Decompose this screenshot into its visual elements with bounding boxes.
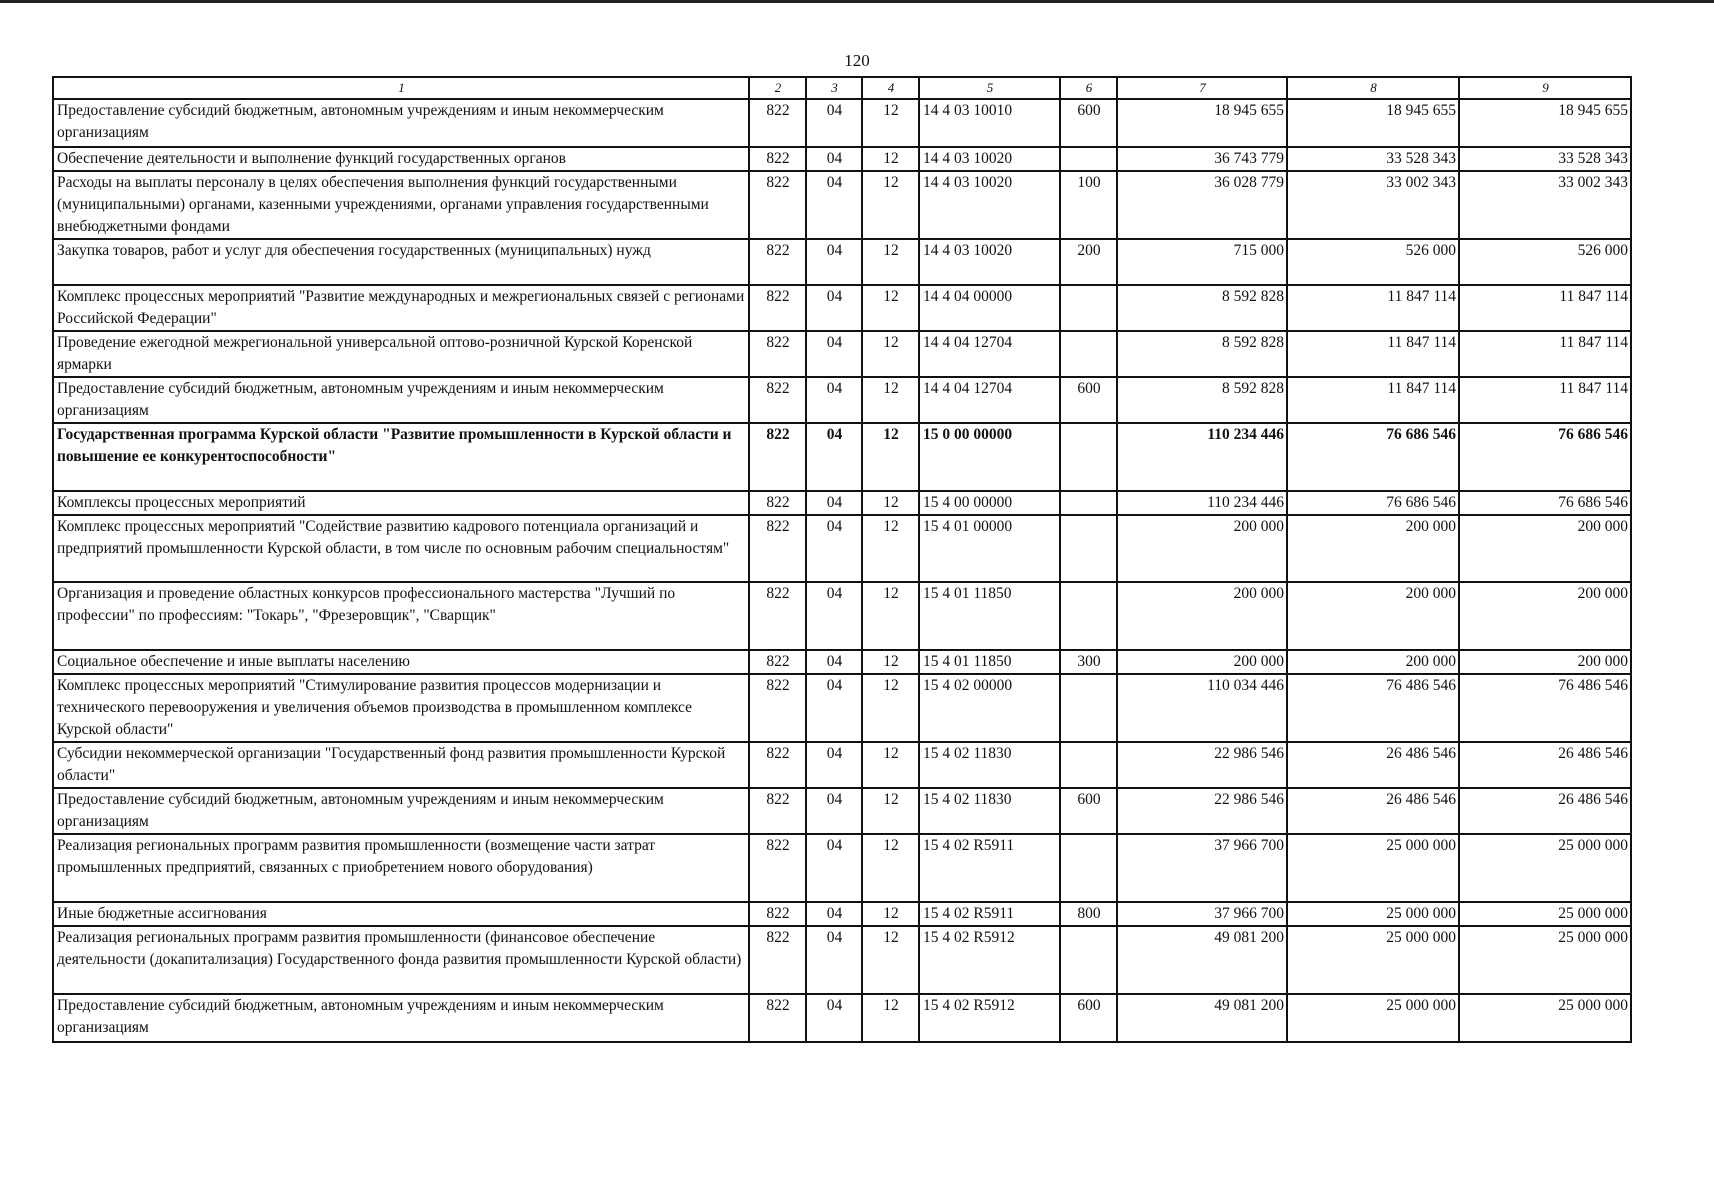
- row-target-article-code: 15 4 02 00000: [919, 674, 1060, 742]
- row-grbs-code: 822: [749, 788, 806, 834]
- row-amount-col8: 200 000: [1287, 582, 1459, 650]
- row-amount-col8: 11 847 114: [1287, 377, 1459, 423]
- row-target-article-code: 14 4 03 10010: [919, 99, 1060, 147]
- row-description: Иные бюджетные ассигнования: [53, 902, 749, 926]
- row-amount-col7: 715 000: [1117, 239, 1287, 285]
- row-target-article-code: 14 4 03 10020: [919, 239, 1060, 285]
- row-section-code: 04: [806, 285, 862, 331]
- row-subsection-code: 12: [862, 902, 919, 926]
- row-subsection-code: 12: [862, 491, 919, 515]
- row-amount-col7: 37 966 700: [1117, 834, 1287, 902]
- row-grbs-code: 822: [749, 582, 806, 650]
- row-amount-col9: 25 000 000: [1459, 994, 1631, 1042]
- row-section-code: 04: [806, 515, 862, 582]
- row-amount-col8: 25 000 000: [1287, 926, 1459, 994]
- row-amount-col9: 11 847 114: [1459, 285, 1631, 331]
- row-description: Расходы на выплаты персоналу в целях обеспечения выполнения функций государственными (муниципальными) органами, казенными учреждениями, органами управления государственными внебюджетными фондами: [53, 171, 749, 239]
- row-grbs-code: 822: [749, 515, 806, 582]
- row-expense-type-code: [1060, 147, 1117, 171]
- table-row: [53, 171, 1631, 239]
- row-amount-col7: 8 592 828: [1117, 377, 1287, 423]
- row-section-code: 04: [806, 788, 862, 834]
- row-amount-col9: 33 528 343: [1459, 147, 1631, 171]
- table-row: [53, 423, 1631, 491]
- table-row: [53, 834, 1631, 902]
- row-amount-col9: 26 486 546: [1459, 788, 1631, 834]
- row-description: Комплексы процессных мероприятий: [53, 491, 749, 515]
- row-subsection-code: 12: [862, 377, 919, 423]
- row-amount-col8: 200 000: [1287, 650, 1459, 674]
- table-row: [53, 331, 1631, 377]
- row-subsection-code: 12: [862, 994, 919, 1042]
- row-subsection-code: 12: [862, 515, 919, 582]
- table-row: [53, 788, 1631, 834]
- row-section-code: 04: [806, 491, 862, 515]
- row-description: Проведение ежегодной межрегиональной универсальной оптово-розничной Курской Коренской ярмарки: [53, 331, 749, 377]
- row-amount-col8: 11 847 114: [1287, 331, 1459, 377]
- column-header-6: 6: [1060, 77, 1117, 99]
- row-subsection-code: 12: [862, 674, 919, 742]
- row-section-code: 04: [806, 834, 862, 902]
- row-amount-col9: 76 686 546: [1459, 491, 1631, 515]
- row-target-article-code: 15 4 00 00000: [919, 491, 1060, 515]
- row-section-code: 04: [806, 902, 862, 926]
- row-amount-col9: 25 000 000: [1459, 902, 1631, 926]
- row-amount-col7: 110 034 446: [1117, 674, 1287, 742]
- table-row: [53, 377, 1631, 423]
- row-expense-type-code: [1060, 582, 1117, 650]
- row-expense-type-code: [1060, 674, 1117, 742]
- column-header-8: 8: [1287, 77, 1459, 99]
- column-header-7: 7: [1117, 77, 1287, 99]
- row-amount-col7: 37 966 700: [1117, 902, 1287, 926]
- row-section-code: 04: [806, 423, 862, 491]
- row-amount-col8: 18 945 655: [1287, 99, 1459, 147]
- row-grbs-code: 822: [749, 377, 806, 423]
- row-grbs-code: 822: [749, 834, 806, 902]
- row-expense-type-code: 100: [1060, 171, 1117, 239]
- column-header-4: 4: [862, 77, 919, 99]
- row-grbs-code: 822: [749, 742, 806, 788]
- table-row: [53, 491, 1631, 515]
- row-section-code: 04: [806, 650, 862, 674]
- row-amount-col7: 200 000: [1117, 650, 1287, 674]
- row-amount-col9: 25 000 000: [1459, 834, 1631, 902]
- row-target-article-code: 14 4 03 10020: [919, 147, 1060, 171]
- row-section-code: 04: [806, 674, 862, 742]
- row-amount-col7: 110 234 446: [1117, 423, 1287, 491]
- row-amount-col8: 11 847 114: [1287, 285, 1459, 331]
- row-grbs-code: 822: [749, 902, 806, 926]
- row-expense-type-code: [1060, 491, 1117, 515]
- row-target-article-code: 15 4 02 11830: [919, 788, 1060, 834]
- row-expense-type-code: 300: [1060, 650, 1117, 674]
- row-grbs-code: 822: [749, 285, 806, 331]
- row-subsection-code: 12: [862, 423, 919, 491]
- table-row: [53, 926, 1631, 994]
- row-subsection-code: 12: [862, 650, 919, 674]
- row-amount-col8: 200 000: [1287, 515, 1459, 582]
- row-amount-col9: 25 000 000: [1459, 926, 1631, 994]
- row-amount-col7: 49 081 200: [1117, 926, 1287, 994]
- row-amount-col9: 76 486 546: [1459, 674, 1631, 742]
- row-expense-type-code: [1060, 285, 1117, 331]
- column-header-1: 1: [53, 77, 749, 99]
- row-description: Закупка товаров, работ и услуг для обеспечения государственных (муниципальных) нужд: [53, 239, 749, 285]
- row-description: Социальное обеспечение и иные выплаты населению: [53, 650, 749, 674]
- row-expense-type-code: [1060, 742, 1117, 788]
- row-grbs-code: 822: [749, 994, 806, 1042]
- row-description: Комплекс процессных мероприятий "Развитие международных и межрегиональных связей с регионами Российской Федерации": [53, 285, 749, 331]
- scan-top-edge-line: [0, 0, 1714, 3]
- row-target-article-code: 15 4 02 R5912: [919, 926, 1060, 994]
- row-amount-col9: 200 000: [1459, 650, 1631, 674]
- table-row: [53, 650, 1631, 674]
- row-description: Предоставление субсидий бюджетным, автономным учреждениям и иным некоммерческим организациям: [53, 788, 749, 834]
- table-row: [53, 742, 1631, 788]
- row-section-code: 04: [806, 171, 862, 239]
- row-amount-col7: 8 592 828: [1117, 331, 1287, 377]
- row-subsection-code: 12: [862, 788, 919, 834]
- row-description: Комплекс процессных мероприятий "Стимулирование развития процессов модернизации и технического перевооружения и увеличения объемов производства в промышленном комплексе Курской области": [53, 674, 749, 742]
- row-amount-col8: 76 686 546: [1287, 491, 1459, 515]
- row-target-article-code: 14 4 04 12704: [919, 331, 1060, 377]
- row-amount-col8: 33 002 343: [1287, 171, 1459, 239]
- row-expense-type-code: 200: [1060, 239, 1117, 285]
- table-row: [53, 515, 1631, 582]
- row-amount-col9: 33 002 343: [1459, 171, 1631, 239]
- row-amount-col8: 26 486 546: [1287, 788, 1459, 834]
- row-section-code: 04: [806, 99, 862, 147]
- table-body: [53, 99, 1631, 1042]
- row-description: Предоставление субсидий бюджетным, автономным учреждениям и иным некоммерческим организациям: [53, 99, 749, 147]
- table-row: [53, 674, 1631, 742]
- row-amount-col7: 22 986 546: [1117, 742, 1287, 788]
- table-row: [53, 147, 1631, 171]
- row-description: Предоставление субсидий бюджетным, автономным учреждениям и иным некоммерческим организациям: [53, 994, 749, 1042]
- row-target-article-code: 15 4 02 R5911: [919, 902, 1060, 926]
- row-target-article-code: 15 0 00 00000: [919, 423, 1060, 491]
- row-grbs-code: 822: [749, 171, 806, 239]
- row-target-article-code: 14 4 03 10020: [919, 171, 1060, 239]
- row-amount-col9: 200 000: [1459, 582, 1631, 650]
- table-row: [53, 99, 1631, 147]
- row-expense-type-code: 600: [1060, 99, 1117, 147]
- row-target-article-code: 15 4 02 R5911: [919, 834, 1060, 902]
- budget-table: [52, 76, 1632, 1043]
- table-row: [53, 902, 1631, 926]
- table-row: [53, 239, 1631, 285]
- row-description: Комплекс процессных мероприятий "Содействие развитию кадрового потенциала организаций и предприятий промышленности Курской области, в том числе по основным рабочим специальностям": [53, 515, 749, 582]
- row-amount-col8: 25 000 000: [1287, 902, 1459, 926]
- row-target-article-code: 15 4 02 11830: [919, 742, 1060, 788]
- table-row: [53, 994, 1631, 1042]
- row-target-article-code: 15 4 01 11850: [919, 650, 1060, 674]
- row-amount-col7: 36 028 779: [1117, 171, 1287, 239]
- row-amount-col7: 49 081 200: [1117, 994, 1287, 1042]
- row-description: Предоставление субсидий бюджетным, автономным учреждениям и иным некоммерческим организациям: [53, 377, 749, 423]
- column-header-3: 3: [806, 77, 862, 99]
- row-target-article-code: 14 4 04 12704: [919, 377, 1060, 423]
- table-row: [53, 582, 1631, 650]
- row-amount-col7: 200 000: [1117, 515, 1287, 582]
- row-amount-col9: 26 486 546: [1459, 742, 1631, 788]
- row-section-code: 04: [806, 377, 862, 423]
- row-grbs-code: 822: [749, 331, 806, 377]
- column-header-9: 9: [1459, 77, 1631, 99]
- row-target-article-code: 15 4 01 00000: [919, 515, 1060, 582]
- row-section-code: 04: [806, 994, 862, 1042]
- column-header-2: 2: [749, 77, 806, 99]
- row-amount-col9: 526 000: [1459, 239, 1631, 285]
- row-subsection-code: 12: [862, 99, 919, 147]
- row-subsection-code: 12: [862, 926, 919, 994]
- row-expense-type-code: [1060, 515, 1117, 582]
- row-amount-col9: 11 847 114: [1459, 331, 1631, 377]
- row-description: Государственная программа Курской области "Развитие промышленности в Курской области и повышение ее конкурентоспособности": [53, 423, 749, 491]
- row-amount-col8: 26 486 546: [1287, 742, 1459, 788]
- row-description: Субсидии некоммерческой организации "Государственный фонд развития промышленности Курской области": [53, 742, 749, 788]
- row-subsection-code: 12: [862, 285, 919, 331]
- row-section-code: 04: [806, 742, 862, 788]
- row-target-article-code: 15 4 01 11850: [919, 582, 1060, 650]
- row-subsection-code: 12: [862, 582, 919, 650]
- row-target-article-code: 15 4 02 R5912: [919, 994, 1060, 1042]
- row-description: Обеспечение деятельности и выполнение функций государственных органов: [53, 147, 749, 171]
- page-number: 120: [844, 51, 870, 70]
- row-expense-type-code: 600: [1060, 788, 1117, 834]
- row-expense-type-code: [1060, 423, 1117, 491]
- row-amount-col7: 18 945 655: [1117, 99, 1287, 147]
- row-section-code: 04: [806, 147, 862, 171]
- row-grbs-code: 822: [749, 674, 806, 742]
- row-grbs-code: 822: [749, 147, 806, 171]
- row-section-code: 04: [806, 582, 862, 650]
- row-amount-col9: 11 847 114: [1459, 377, 1631, 423]
- row-grbs-code: 822: [749, 99, 806, 147]
- row-expense-type-code: 800: [1060, 902, 1117, 926]
- row-section-code: 04: [806, 239, 862, 285]
- row-amount-col8: 76 686 546: [1287, 423, 1459, 491]
- row-amount-col7: 22 986 546: [1117, 788, 1287, 834]
- row-amount-col9: 76 686 546: [1459, 423, 1631, 491]
- row-amount-col8: 25 000 000: [1287, 994, 1459, 1042]
- row-description: Реализация региональных программ развития промышленности (возмещение части затрат промышленных предприятий, связанных с приобретением нового оборудования): [53, 834, 749, 902]
- row-grbs-code: 822: [749, 239, 806, 285]
- column-header-5: 5: [919, 77, 1060, 99]
- row-expense-type-code: [1060, 926, 1117, 994]
- row-expense-type-code: 600: [1060, 994, 1117, 1042]
- row-expense-type-code: 600: [1060, 377, 1117, 423]
- row-amount-col7: 110 234 446: [1117, 491, 1287, 515]
- row-subsection-code: 12: [862, 742, 919, 788]
- column-number-header-row: [53, 77, 1631, 99]
- row-grbs-code: 822: [749, 423, 806, 491]
- row-subsection-code: 12: [862, 239, 919, 285]
- row-amount-col8: 526 000: [1287, 239, 1459, 285]
- row-grbs-code: 822: [749, 650, 806, 674]
- row-amount-col7: 200 000: [1117, 582, 1287, 650]
- row-amount-col9: 200 000: [1459, 515, 1631, 582]
- row-amount-col7: 8 592 828: [1117, 285, 1287, 331]
- row-subsection-code: 12: [862, 331, 919, 377]
- row-expense-type-code: [1060, 331, 1117, 377]
- row-subsection-code: 12: [862, 147, 919, 171]
- row-subsection-code: 12: [862, 171, 919, 239]
- table-row: [53, 285, 1631, 331]
- row-expense-type-code: [1060, 834, 1117, 902]
- row-amount-col7: 36 743 779: [1117, 147, 1287, 171]
- row-target-article-code: 14 4 04 00000: [919, 285, 1060, 331]
- row-description: Организация и проведение областных конкурсов профессионального мастерства "Лучший по профессии" по профессиям: "Токарь", "Фрезеровщик", "Сварщик": [53, 582, 749, 650]
- row-amount-col8: 76 486 546: [1287, 674, 1459, 742]
- row-amount-col8: 25 000 000: [1287, 834, 1459, 902]
- row-grbs-code: 822: [749, 926, 806, 994]
- row-grbs-code: 822: [749, 491, 806, 515]
- row-description: Реализация региональных программ развития промышленности (финансовое обеспечение деятельности (докапитализация) Государственного фонда развития промышленности Курской области): [53, 926, 749, 994]
- row-section-code: 04: [806, 331, 862, 377]
- row-amount-col8: 33 528 343: [1287, 147, 1459, 171]
- row-subsection-code: 12: [862, 834, 919, 902]
- row-section-code: 04: [806, 926, 862, 994]
- row-amount-col9: 18 945 655: [1459, 99, 1631, 147]
